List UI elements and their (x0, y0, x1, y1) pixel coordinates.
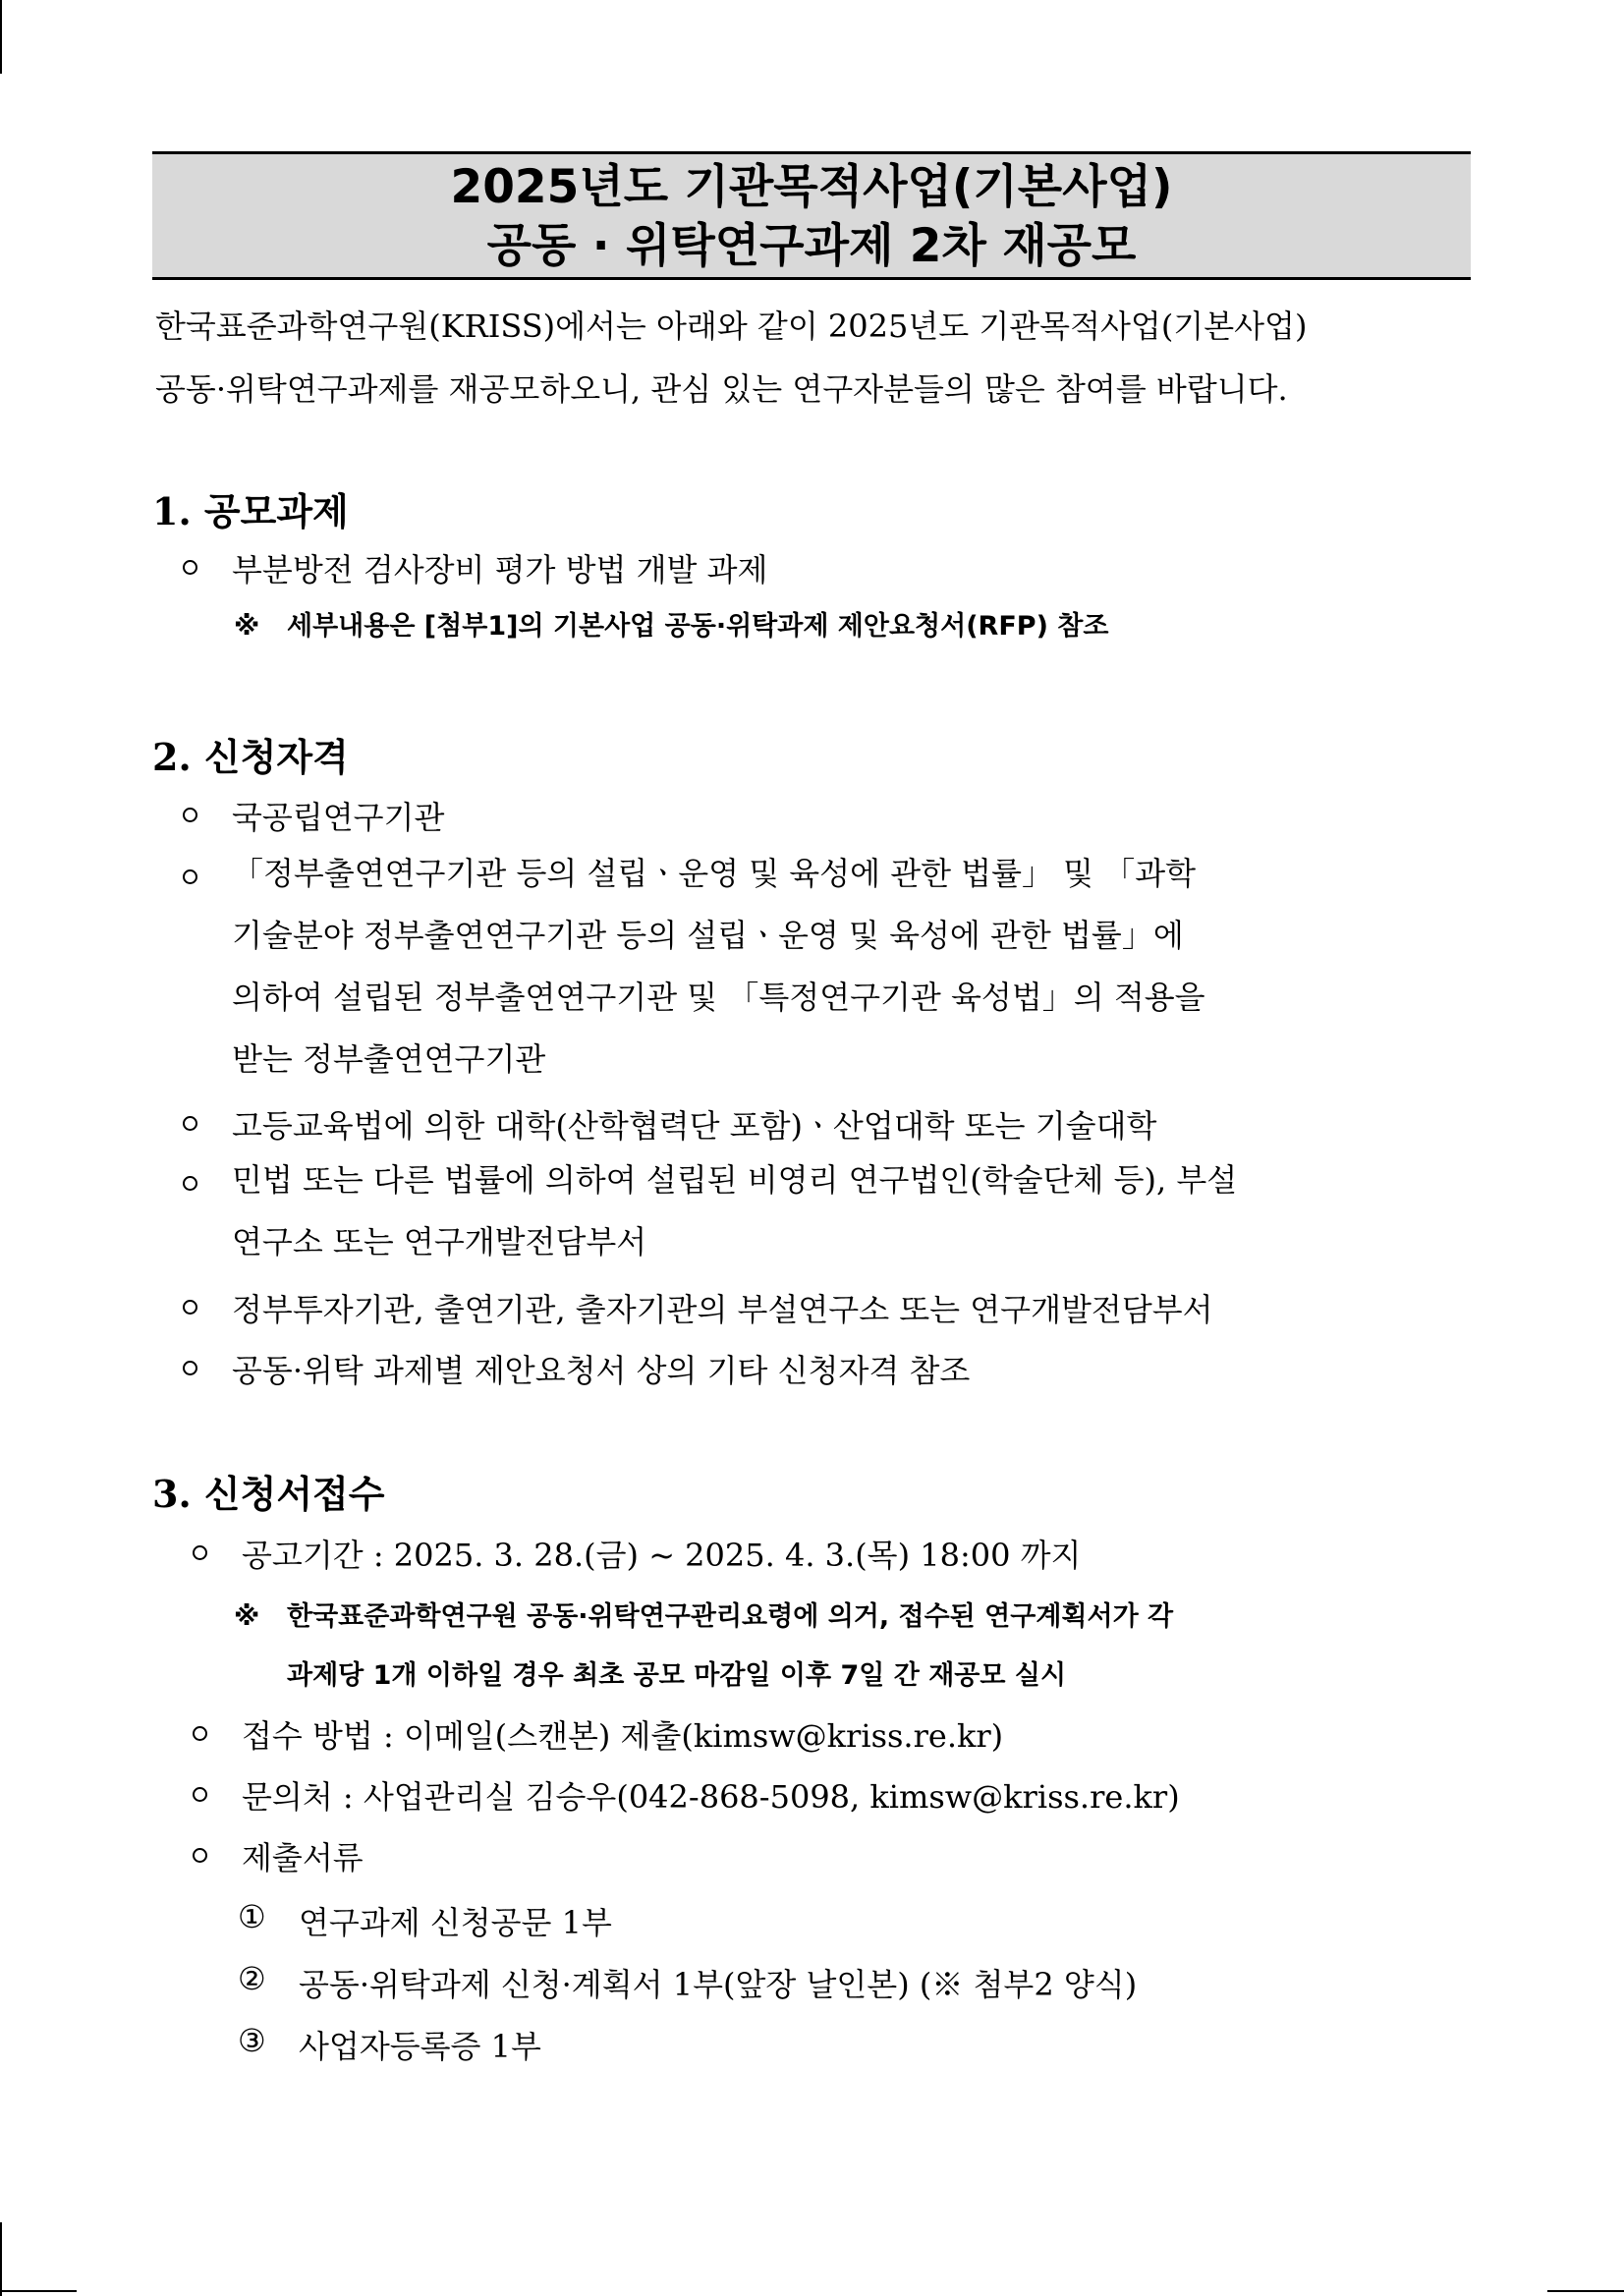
circled-number: ③ (238, 2022, 266, 2059)
crop-mark (0, 0, 2, 74)
circle-bullet-icon (183, 1116, 197, 1131)
circle-bullet-icon (183, 1176, 197, 1191)
intro-line-2: 공동·위탁연구과제를 재공모하오니, 관심 있는 연구자분들의 많은 참여를 바랍니다. (155, 370, 1288, 408)
circle-bullet-icon (193, 1726, 207, 1741)
title-line-1: 2025년도 기관목적사업(기본사업) (450, 160, 1173, 214)
crop-mark (1547, 2290, 1624, 2292)
reference-mark-icon: ※ (234, 611, 260, 642)
circle-bullet-icon (193, 1545, 207, 1560)
circle-bullet-icon (183, 1361, 197, 1375)
circle-bullet-icon (183, 869, 197, 884)
title-line-2: 공동 · 위탁연구과제 2차 재공모 (486, 219, 1137, 273)
section-heading-2: 2. 신청자격 (152, 735, 349, 779)
intro-paragraph (155, 295, 1470, 420)
circle-bullet-icon (183, 808, 197, 822)
intro-line-1: 한국표준과학연구원(KRISS)에서는 아래와 같이 2025년도 기관목적사업(기본사업) (155, 308, 1308, 345)
circle-bullet-icon (193, 1848, 207, 1863)
crop-mark (0, 2222, 2, 2296)
circled-number: ① (238, 1898, 266, 1935)
circle-bullet-icon (183, 560, 197, 575)
circled-number: ② (238, 1960, 266, 1997)
crop-mark (0, 2290, 77, 2292)
document-title (152, 151, 1471, 280)
circle-bullet-icon (193, 1787, 207, 1802)
section-heading-1: 1. 공모과제 (152, 489, 349, 533)
circle-bullet-icon (183, 1300, 197, 1315)
reference-mark-icon: ※ (234, 1601, 260, 1632)
section-heading-3: 3. 신청서접수 (152, 1472, 385, 1516)
